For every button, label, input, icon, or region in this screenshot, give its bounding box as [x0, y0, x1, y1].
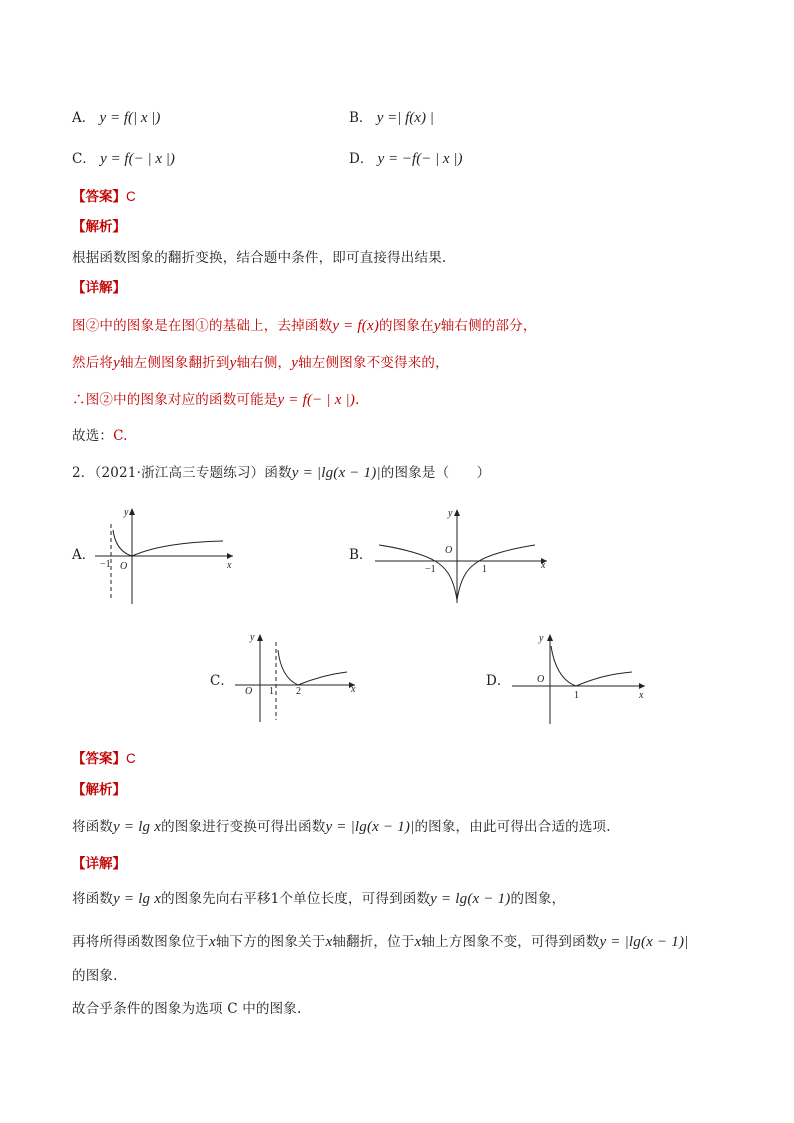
- q1-d1-math: y = f(x): [332, 318, 380, 334]
- graph-d-label: D．: [486, 673, 511, 689]
- q2-an-c: 的图象，由此可得出合适的选项.: [414, 819, 611, 835]
- q1-d3-b: .: [355, 392, 360, 408]
- option-b-formula: y =| f(x) |: [376, 110, 434, 126]
- graph-a-label: A．: [72, 547, 96, 563]
- q2-answer-value: C: [126, 751, 136, 766]
- q2-an-math1: y = lg x: [113, 819, 162, 835]
- option-d-formula: y = −f(− | x |): [377, 151, 463, 167]
- graph-a-curve-left: [113, 530, 132, 556]
- graph-d-origin: O: [537, 674, 545, 685]
- q2-d1-math1: y = lg x: [113, 891, 162, 907]
- q2-answer-tag: 【答案】: [72, 751, 126, 767]
- graph-c-tick-1: 1: [269, 686, 274, 697]
- q2-d1-math2: y = lg(x − 1): [430, 891, 511, 907]
- q1-answer: [72, 185, 136, 205]
- q1-detail-tag: 【详解】: [72, 280, 126, 296]
- q1-conclusion-a: 故选：: [72, 428, 114, 444]
- q1-d3-a: ∴图②中的图象对应的函数可能是: [72, 392, 278, 408]
- option-a-letter: A．: [72, 110, 96, 126]
- graph-c-y-arrow: [257, 634, 263, 641]
- graph-c-origin: O: [245, 686, 253, 697]
- graph-c-tick-2: 2: [296, 686, 301, 697]
- q2-d2-x2: x: [325, 934, 333, 950]
- option-d: [349, 147, 462, 168]
- q2-d1-a: 将函数: [72, 891, 114, 907]
- graph-d-y-label: y: [539, 633, 544, 644]
- graph-d-x-label: x: [639, 690, 644, 701]
- q1-analysis-text: 根据函数图象的翻折变换，结合题中条件，即可直接得出结果.: [72, 250, 447, 266]
- graph-a: [95, 500, 245, 605]
- q2-an-b: 的图象进行变换可得出函数: [161, 819, 326, 835]
- graph-d-curve-left: [551, 646, 576, 686]
- option-a: [72, 106, 160, 127]
- graph-a-tick-neg1: −1: [100, 559, 111, 570]
- q2-analysis-tag: 【解析】: [72, 782, 126, 798]
- graph-c-x-label: x: [351, 684, 356, 695]
- graph-d-y-arrow: [547, 634, 553, 641]
- graph-a-y-arrow: [129, 508, 135, 515]
- q1-d2-c: 轴右侧，: [236, 355, 292, 371]
- q1-answer-value: C: [126, 189, 136, 204]
- graph-c: [235, 628, 365, 724]
- q2-detail-line2: [72, 930, 688, 951]
- q1-conclusion: [72, 424, 128, 444]
- graph-b-label: B．: [349, 547, 373, 563]
- q1-d1-c: 轴右侧的部分，: [440, 318, 537, 334]
- q1-conclusion-b: C.: [113, 428, 128, 444]
- q1-detail-line3: [72, 388, 360, 409]
- q1-d2-a: 然后将: [72, 355, 114, 371]
- q1-detail-line1: [72, 314, 537, 335]
- graph-d-curve-right: [576, 672, 632, 686]
- option-b: [349, 106, 434, 127]
- q2-detail-line1: [72, 887, 565, 908]
- q1-d1-y: y: [433, 318, 441, 334]
- q1-d2-d: 轴左侧图象不变得来的，: [298, 355, 449, 371]
- q2-d2-x3: x: [414, 934, 422, 950]
- option-c-letter: C．: [72, 151, 96, 167]
- graph-d-x-arrow: [639, 683, 645, 689]
- option-d-letter: D．: [349, 151, 374, 167]
- q2-an-a: 将函数: [72, 819, 114, 835]
- q2-stem-math: y = |lg(x − 1)|: [291, 465, 381, 481]
- q1-d3-math: y = f(− | x |): [277, 392, 356, 408]
- q2-d2-a: 再将所得函数图象位于: [72, 934, 209, 950]
- q1-d2-b: 轴左侧图象翻折到: [119, 355, 230, 371]
- q2-d1-c: 的图象，: [510, 891, 566, 907]
- q1-d2-y3: y: [291, 355, 299, 371]
- graph-b-tick-1: 1: [482, 564, 487, 575]
- graph-d-tick-1: 1: [574, 690, 579, 701]
- q2-answer: [72, 747, 136, 767]
- q1-analysis-tag: 【解析】: [72, 219, 126, 235]
- q2-d2-math: y = |lg(x − 1)|: [599, 934, 689, 950]
- q1-d1-b: 的图象在: [379, 318, 434, 334]
- graph-b-y-arrow: [454, 509, 460, 516]
- graph-c-curve-left: [278, 650, 298, 685]
- q2-an-math2: y = |lg(x − 1)|: [325, 819, 415, 835]
- q2-detail-line3: 的图象.: [72, 968, 118, 984]
- graph-a-x-arrow: [227, 553, 233, 559]
- q2-d1-b: 的图象先向右平移1个单位长度，可得到函数: [161, 891, 431, 907]
- q2-d2-b: 轴下方的图象关于: [215, 934, 326, 950]
- option-b-letter: B．: [349, 110, 373, 126]
- option-a-formula: y = f(| x |): [99, 110, 161, 126]
- graph-c-y-label: y: [250, 632, 255, 643]
- q2-d2-c: 轴翻折，位于: [332, 934, 415, 950]
- q2-stem-a: 2．（2021·浙江高三专题练习）函数: [72, 465, 292, 481]
- q2-stem-b: 的图象是（ ）: [380, 465, 491, 481]
- graph-c-label: C．: [210, 673, 234, 689]
- q2-d2-d: 轴上方图象不变，可得到函数: [421, 934, 600, 950]
- graph-a-y-label: y: [124, 507, 129, 518]
- graph-a-origin: O: [120, 561, 128, 572]
- graph-b: [375, 505, 555, 605]
- q1-d2-y1: y: [113, 355, 120, 371]
- q2-d2-x1: x: [209, 934, 216, 950]
- q1-d2-y2: y: [229, 355, 237, 371]
- q2-detail-tag: 【详解】: [72, 856, 126, 872]
- option-c-formula: y = f(− | x |): [100, 151, 175, 167]
- graph-a-curve-right: [132, 541, 223, 556]
- graph-b-curve-right: [457, 545, 535, 600]
- q1-detail-line2: [72, 351, 449, 372]
- q1-d1-a: 图②中的图象是在图①的基础上，去掉函数: [72, 318, 333, 334]
- graph-b-y-label: y: [448, 508, 453, 519]
- q2-stem: [72, 461, 490, 482]
- q2-analysis-text: [72, 815, 611, 836]
- graph-b-tick-neg1: −1: [425, 564, 436, 575]
- q1-answer-tag: 【答案】: [72, 189, 126, 205]
- graph-b-origin: O: [445, 545, 453, 556]
- graph-c-curve-right: [298, 672, 347, 685]
- option-c: [72, 147, 175, 168]
- graph-a-x-label: x: [227, 560, 232, 571]
- q2-detail-line4: 故合乎条件的图象为选项 C 中的图象.: [72, 1001, 302, 1017]
- graph-b-x-label: x: [541, 560, 546, 571]
- graph-d: [510, 628, 652, 726]
